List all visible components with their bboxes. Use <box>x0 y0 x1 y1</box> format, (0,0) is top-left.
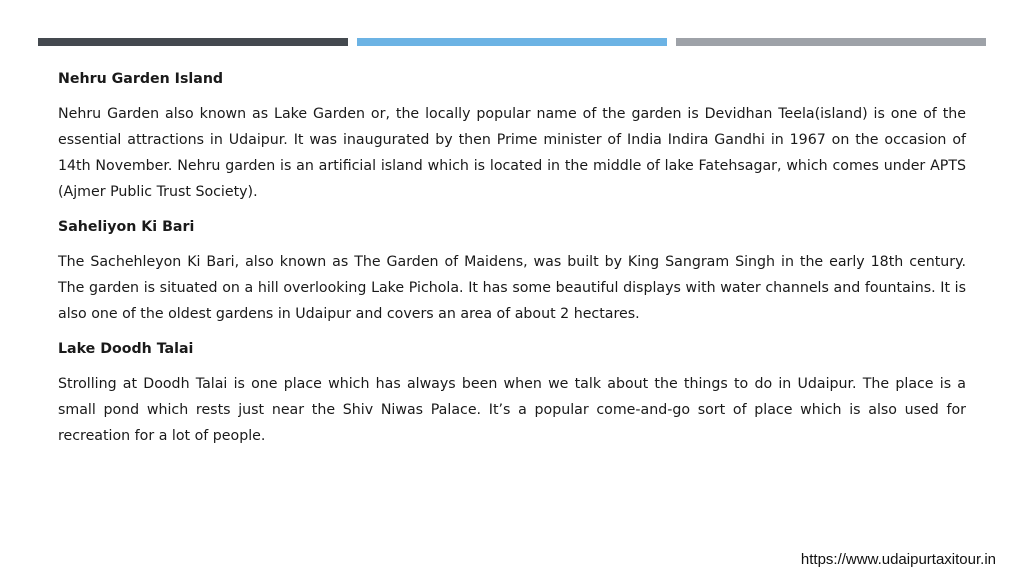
section-heading-lake-doodh-talai: Lake Doodh Talai <box>58 341 194 357</box>
section-body-lake-doodh-talai: Strolling at Doodh Talai is one place which has always been when we talk about the things to do in Udaipur. The place is a small pond which rests just near the Shiv Niwas Palace. It’s a popular come-and-go sort of place which is also used for recreation for a lot of people. <box>58 376 966 444</box>
section-heading-nehru-garden: Nehru Garden Island <box>58 71 224 87</box>
header-bar-gray <box>676 38 986 46</box>
header-bar-blue <box>357 38 667 46</box>
document-body <box>58 66 966 458</box>
header-bar-dark <box>38 38 348 46</box>
footer-url: https://www.udaipurtaxitour.in <box>800 551 996 568</box>
section-body-saheliyon-ki-bari: The Sachehleyon Ki Bari, also known as The Garden of Maidens, was built by King Sangram Singh in the early 18th century. The garden is situated on a hill overlooking Lake Pichola. It has some beautiful displays with water channels and fountains. It is also one of the oldest gardens in Udaipur and covers an area of about 2 hectares. <box>58 254 966 322</box>
section-body-nehru-garden: Nehru Garden also known as Lake Garden or, the locally popular name of the garden is Devidhan Teela(island) is one of the essential attractions in Udaipur. It was inaugurated by then Prime minister of India Indira Gandhi in 1967 on the occasion of 14th November. Nehru garden is an artificial island which is located in the middle of lake Fatehsagar, which comes under APTS (Ajmer Public Trust Society). <box>58 106 966 200</box>
section-heading-saheliyon-ki-bari: Saheliyon Ki Bari <box>58 219 195 235</box>
